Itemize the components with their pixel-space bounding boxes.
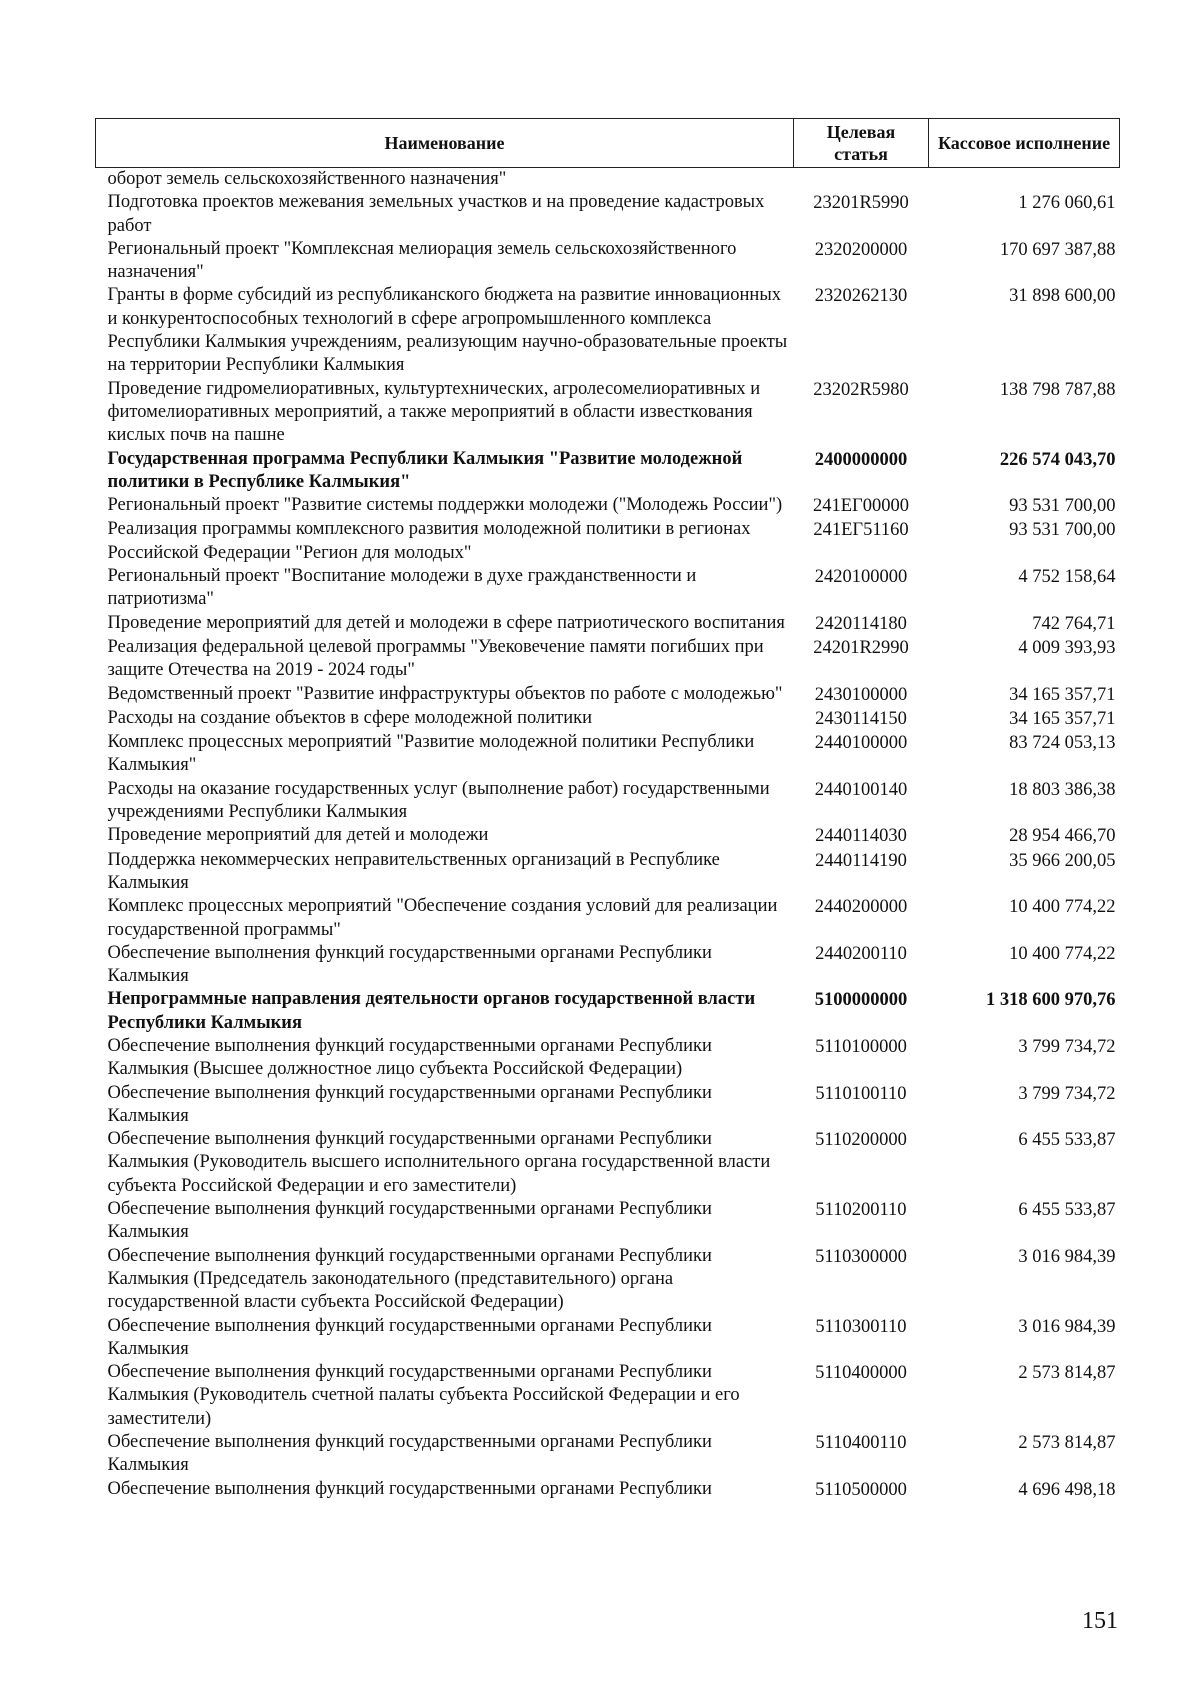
row-target-code: 5110200000 <box>815 1130 907 1151</box>
row-name: Проведение гидромелиоративных, культуртехнических, агролесомелиоративных и фитомелиоративных мероприятий, а также мероприятий в области известкования кислых почв на пашне <box>107 378 761 446</box>
row-amount: 3 799 734,72 <box>1018 1083 1116 1104</box>
row-target-code: 2440200110 <box>815 943 907 964</box>
row-target-code: 2320262130 <box>814 286 908 307</box>
row-target-code: 2440114030 <box>815 826 907 847</box>
row-target-code: 5110400000 <box>815 1363 907 1384</box>
row-amount: 34 165 357,71 <box>1009 684 1116 705</box>
row-name: Обеспечение выполнения функций государственными органами Республики Калмыкия (Председатель законодательного (представительного) органа государственной власти субъекта Российской Федерации) <box>107 1245 712 1313</box>
row-amount: 170 697 387,88 <box>999 239 1116 260</box>
table-row <box>96 518 1120 565</box>
table-row <box>96 1035 1120 1082</box>
row-amount: 10 400 774,22 <box>1009 897 1116 918</box>
row-amount <box>929 168 1120 192</box>
row-name: Обеспечение выполнения функций государственными органами Республики <box>107 1478 712 1499</box>
row-target-code: 24201R2990 <box>813 637 909 658</box>
row-target-code: 2420100000 <box>814 567 908 588</box>
table-row <box>96 1478 1120 1502</box>
row-name: Непрограммные направления деятельности органов государственной власти Республики Калмыкия <box>107 989 756 1033</box>
table-header-row <box>96 119 1120 168</box>
table-row <box>96 565 1120 612</box>
row-name: Поддержка некоммерческих неправительственных организаций в Республике Калмыкия <box>107 849 720 893</box>
row-target-code: 2420114180 <box>815 613 907 634</box>
table-row <box>96 731 1120 778</box>
row-target-code: 5110500000 <box>815 1479 907 1500</box>
row-name: Обеспечение выполнения функций государственными органами Республики Калмыкия <box>107 1315 712 1359</box>
row-name: Реализация федеральной целевой программы "Увековечение памяти погибших при защите Отечества на 2019 - 2024 годы" <box>107 636 764 681</box>
row-amount: 34 165 357,71 <box>1009 708 1116 729</box>
row-amount: 28 954 466,70 <box>1009 826 1116 847</box>
row-name: Комплекс процессных мероприятий "Обеспечение создания условий для реализации государственной программы" <box>107 896 778 940</box>
row-target-code <box>794 168 929 192</box>
header-target-item: Целевая статья <box>794 119 929 168</box>
table-row <box>96 942 1120 989</box>
row-name: Подготовка проектов межевания земельных участков и на проведение кадастровых работ <box>107 192 765 236</box>
row-target-code: 5110100000 <box>815 1036 907 1057</box>
table-row <box>96 378 1120 448</box>
table-row <box>96 778 1120 825</box>
row-target-code: 2320200000 <box>814 239 908 260</box>
row-target-code: 23201R5990 <box>813 193 909 214</box>
row-target-code: 5110400110 <box>815 1433 907 1454</box>
row-amount: 6 455 533,87 <box>1018 1130 1116 1151</box>
row-amount: 10 400 774,22 <box>1009 943 1116 964</box>
table-row <box>96 824 1120 848</box>
row-target-code: 241ЕГ00000 <box>813 496 909 517</box>
row-name: Региональный проект "Воспитание молодежи в духе гражданственности и патриотизма" <box>107 566 697 610</box>
row-name: Проведение мероприятий для детей и молодежи <box>107 825 489 846</box>
table-row <box>96 284 1120 377</box>
row-amount: 6 455 533,87 <box>1018 1200 1116 1221</box>
row-amount: 2 573 814,87 <box>1018 1433 1116 1454</box>
row-target-code: 2440100140 <box>814 779 908 800</box>
row-amount: 2 573 814,87 <box>1018 1363 1116 1384</box>
row-target-code: 2440100000 <box>814 733 908 754</box>
table-row <box>96 849 1120 896</box>
row-amount: 1 318 600 970,76 <box>986 990 1116 1011</box>
row-target-code: 5110300110 <box>815 1316 907 1337</box>
table-row <box>96 1431 1120 1478</box>
row-name: Государственная программа Республики Калмыкия "Развитие молодежной политики в Республике Калмыкия" <box>107 448 743 492</box>
row-name: Обеспечение выполнения функций государственными органами Республики Калмыкия <box>107 1199 712 1243</box>
row-amount: 35 966 200,05 <box>1009 850 1116 871</box>
table-row <box>96 636 1120 683</box>
table-row <box>96 448 1120 495</box>
row-name: Ведомственный проект "Развитие инфраструктуры объектов по работе с молодежью" <box>107 683 783 704</box>
row-amount: 3 799 734,72 <box>1018 1036 1116 1057</box>
row-amount: 31 898 600,00 <box>1009 286 1116 307</box>
row-amount: 4 009 393,93 <box>1018 637 1116 658</box>
table-row <box>96 494 1120 518</box>
row-name: Расходы на создание объектов в сфере молодежной политики <box>107 707 593 728</box>
row-amount: 742 764,71 <box>1032 613 1116 634</box>
table-row <box>96 1315 1120 1362</box>
header-name: Наименование <box>96 119 794 168</box>
budget-execution-table <box>95 118 1120 1502</box>
row-target-code: 5110300000 <box>815 1246 907 1267</box>
table-row <box>96 612 1120 636</box>
table-row <box>96 1361 1120 1431</box>
row-amount: 226 574 043,70 <box>999 449 1116 470</box>
row-target-code: 2440200000 <box>814 897 908 918</box>
table-row <box>96 1128 1120 1198</box>
row-name: Проведение мероприятий для детей и молодежи в сфере патриотического воспитания <box>107 612 785 633</box>
row-amount: 3 016 984,39 <box>1018 1316 1116 1337</box>
header-cash-execution: Кассовое исполнение <box>929 119 1120 168</box>
row-amount: 93 531 700,00 <box>1009 520 1116 541</box>
row-name: Обеспечение выполнения функций государственными органами Республики Калмыкия (Руководитель счетной палаты субъекта Российской Федерации и его заместители) <box>107 1362 740 1429</box>
row-name: Обеспечение выполнения функций государственными органами Республики Калмыкия <box>107 942 712 987</box>
row-name: Расходы на оказание государственных услуг (выполнение работ) государственными учреждениями Республики Калмыкия <box>107 778 770 823</box>
row-name: Гранты в форме субсидий из республиканского бюджета на развитие инновационных и конкурентоспособных технологий в сфере агропромышленного комплекса Республики Калмыкия учреждениям, реализующим научно-образовательные проекты на территории Республики Калмыкия <box>107 285 788 376</box>
row-amount: 4 696 498,18 <box>1018 1479 1116 1500</box>
row-target-code: 5110100110 <box>815 1083 907 1104</box>
row-amount: 4 752 158,64 <box>1018 567 1116 588</box>
row-name: Комплекс процессных мероприятий "Развитие молодежной политики Республики Калмыкия" <box>107 732 755 776</box>
row-target-code: 5100000000 <box>814 990 908 1011</box>
row-name: Региональный проект "Комплексная мелиорация земель сельскохозяйственного назначения" <box>107 238 737 283</box>
table-row <box>96 1198 1120 1245</box>
row-target-code: 23202R5980 <box>813 379 909 400</box>
row-target-code: 2400000000 <box>814 449 908 470</box>
row-amount: 138 798 787,88 <box>999 379 1116 400</box>
row-amount: 93 531 700,00 <box>1009 496 1116 517</box>
row-name: Обеспечение выполнения функций государственными органами Республики Калмыкия (Высшее должностное лицо субъекта Российской Федерации) <box>107 1035 712 1080</box>
table-row <box>96 707 1120 731</box>
row-amount: 1 276 060,61 <box>1018 193 1116 214</box>
row-target-code: 2430100000 <box>814 684 908 705</box>
table-row <box>96 683 1120 707</box>
row-name: Реализация программы комплексного развития молодежной политики в регионах Российской Федерации "Регион для молодых" <box>107 519 751 563</box>
row-amount: 83 724 053,13 <box>1009 733 1116 754</box>
row-amount: 18 803 386,38 <box>1009 779 1116 800</box>
row-target-code: 241ЕГ51160 <box>813 520 909 541</box>
table-row <box>96 191 1120 238</box>
row-target-code: 2430114150 <box>815 708 907 729</box>
table-row <box>96 895 1120 942</box>
row-target-code: 5110200110 <box>815 1200 907 1221</box>
row-amount: 3 016 984,39 <box>1018 1246 1116 1267</box>
table-row <box>96 1245 1120 1315</box>
table-row <box>96 168 1120 192</box>
table-row <box>96 238 1120 285</box>
row-name: Обеспечение выполнения функций государственными органами Республики Калмыкия (Руководитель высшего исполнительного органа государственной власти субъекта Российской Федерации и его заместители) <box>107 1129 771 1196</box>
table-row <box>96 988 1120 1035</box>
page-number: 151 <box>1082 1608 1118 1634</box>
row-name: Обеспечение выполнения функций государственными органами Республики Калмыкия <box>107 1432 712 1476</box>
row-name: Обеспечение выполнения функций государственными органами Республики Калмыкия <box>107 1082 712 1126</box>
table-row <box>96 1082 1120 1129</box>
row-name: Региональный проект "Развитие системы поддержки молодежи ("Молодежь России") <box>107 495 783 516</box>
row-name: оборот земель сельскохозяйственного назначения" <box>107 169 507 189</box>
row-target-code: 2440114190 <box>815 850 907 871</box>
